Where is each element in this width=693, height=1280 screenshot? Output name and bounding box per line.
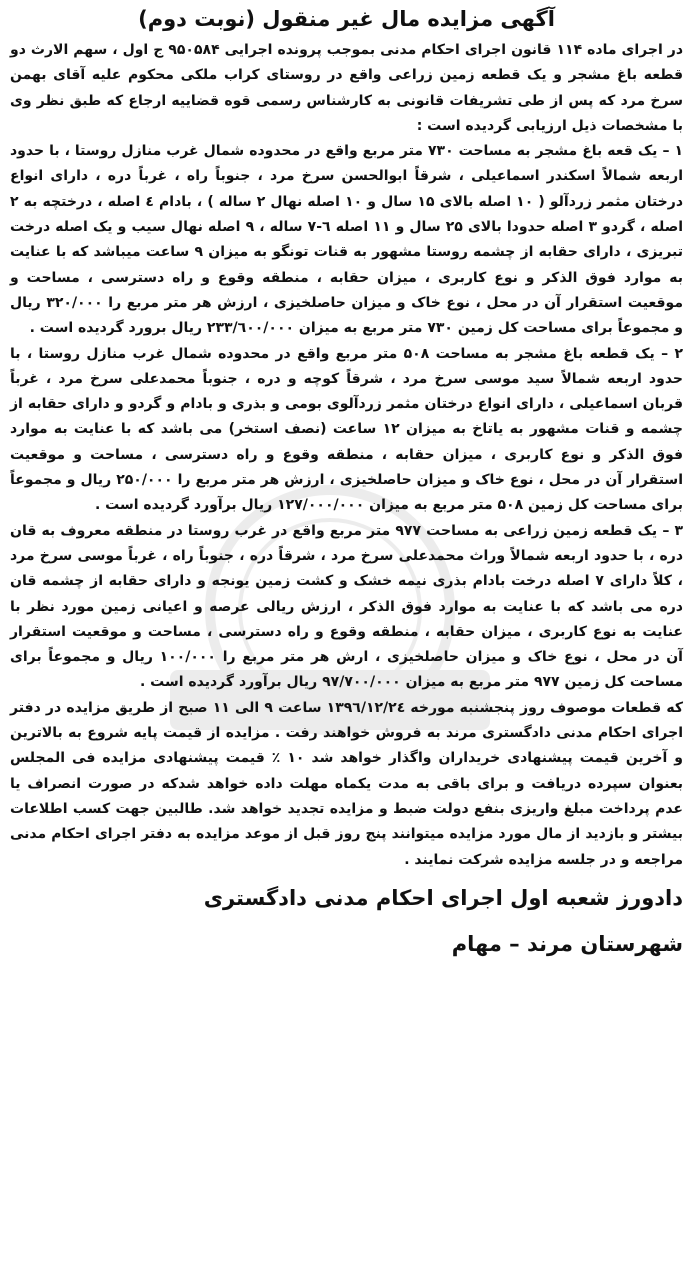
item-2-paragraph: ۲ – یک قطعه باغ مشجر به مساحت ۵۰۸ متر مربع واقع در محدوده شمال غرب منازل روستا ، با حدود اربعه شمالاً سید موسی سرخ مرد ، شرقاً کوچه و دره ، جنوباً محمدعلی سرخ مرد ، غرباً قربان اسماعیلی ، دارای انواع درختان مثمر زردآلوی بومی و بذری و بادام و گردو و دارای حقابه از چشمه و قنات مشهور به یاتاخ به میزان ۱۲ ساعت (نصف استخر) می باشد که با عنایت به موارد فوق الذکر و نوع کاربری ، میزان حقابه ، منطقه وقوع و راه دسترسی ، مساحت و موقعیت استقرار آن در محل ، نوع خاک و میزان حاصلخیزی ، ارزش هر متر مربع را ۲۵۰/۰۰۰ ریال و مجموعاً برای مساحت کل زمین ۵۰۸ متر مربع به میزان ۱۲۷/۰۰۰/۰۰۰ ریال برآورد گردیده است .: [10, 345, 683, 514]
intro-paragraph: در اجرای ماده ۱۱۴ قانون اجرای احکام مدنی بموجب پرونده اجرایی ۹۵۰۵۸۴ ج اول ، سهم الارث دو قطعه باغ مشجر و یک قطعه زمین زراعی واقع در روستای کراب ملکی محکوم علیه آقای بهمن سرخ مرد که پس از طی تشریفات قانونی به کارشناس رسمی قوه قضاییه ارجاع که طبق نظر وی با مشخصات ذیل ارزیابی گردیده است :: [10, 42, 683, 134]
notice-title: آگهی مزایده مال غیر منقول (نوبت دوم): [138, 7, 555, 31]
conditions-paragraph: که قطعات موصوف روز پنجشنبه مورخه ۱۳۹٦/۱۲/۲٤ ساعت ۹ الی ۱۱ صبح از طریق مزایده در دفتر اجرای احکام مدنی دادگستری مرند به فروش خواهند رفت . مزایده از قیمت پایه شروع به بالاترین و آخرین قیمت پیشنهادی خریداران واگذار خواهد شد ۱۰ ٪ قیمت پیشنهادی مزایده فی المجلس بعنوان سپرده دریافت و برای باقی به مدت یکماه مهلت داده خواهد شدکه در صورت انصراف یا عدم پرداخت مبلغ واریزی بنفع دولت ضبط و مزایده تجدید خواهد شد. طالبین جهت کسب اطلاعات بیشتر و بازدید از مال مورد مزایده میتوانند پنج روز قبل از موعد مزایده به دفتر اجرای احکام مدنی مراجعه و در جلسه مزایده شرکت نمایند .: [10, 699, 684, 868]
signature-line-1: دادورز شعبه اول اجرای احکام مدنی دادگستری: [203, 885, 683, 910]
item-1-paragraph: ۱ – یک قعه باغ مشجر به مساحت ۷۳۰ متر مربع واقع در محدوده شمال غرب منازل روستا ، با حدود اربعه شمالاً اسکندر اسماعیلی ، شرقاً ابوالحسن سرخ مرد ، جنوباً راه ، غرباً دره ، دارای انواع درختان مثمر زردآلو ( ۱۰ اصله بالای ۱۵ سال و ۱۰ اصله نهال ۲ ساله ) ، بادام ٤ اصله ، درختچه به ۲ اصله ، گردو ۳ اصله حدودا بالای ۲۵ سال و ۱۱ اصله ٦-۷ ساله ، ۹ اصله نهال سیب و یک اصله درخت تبریزی ، دارای حقابه از چشمه روستا مشهور به قنات تونگو به میزان ۹ ساعت میباشد که با عنایت به موارد فوق الذکر و نوع کاربری ، میزان حقابه ، منطقه وقوع و راه دسترسی ، مساحت و موقعیت استقرار آن در محل ، نوع خاک و میزان حاصلخیزی ، ارزش هر متر مربع را ۳۲۰/۰۰۰ ریال و مجموعاً برای مساحت کل زمین ۷۳۰ متر مربع به میزان ۲۳۳/٦۰۰/۰۰۰ ریال بر‌ورد گردیده است .: [10, 143, 684, 337]
item-3-paragraph: ۳ – یک قطعه زمین زراعی به مساحت ۹۷۷ متر مربع واقع در غرب روستا در منطقه معروف به قان دره ، با حدود اربعه شمالاً وراث محمدعلی سرخ مرد ، شرقاً دره ، جنوباً راه ، غرباً موسی سرخ مرد ، کلاً دارای ۷ اصله درخت بادام بذری نیمه خشک و کشت زمین یونجه و دارای حقابه از چشمه قان دره می باشد که با عنایت به موارد فوق الذکر ، ارزش ریالی عرصه و اعیانی زمین مورد نظر با عنایت به نوع کاربری ، میزان حقابه ، منطقه وقوع و راه دسترسی ، مساحت و موقعیت استقرار آن در محل ، نوع خاک و میزان حاصلخیزی ، ارش هر متر مربع را ۱۰۰/۰۰۰ ریال و مجموعاً برای مساحت کل زمین ۹۷۷ متر مربع به میزان ۹۷/۷۰۰/۰۰۰ ریال برآورد گردیده است .: [10, 522, 684, 691]
signature-line-2: شهرستان مرند – مهام: [451, 931, 683, 956]
